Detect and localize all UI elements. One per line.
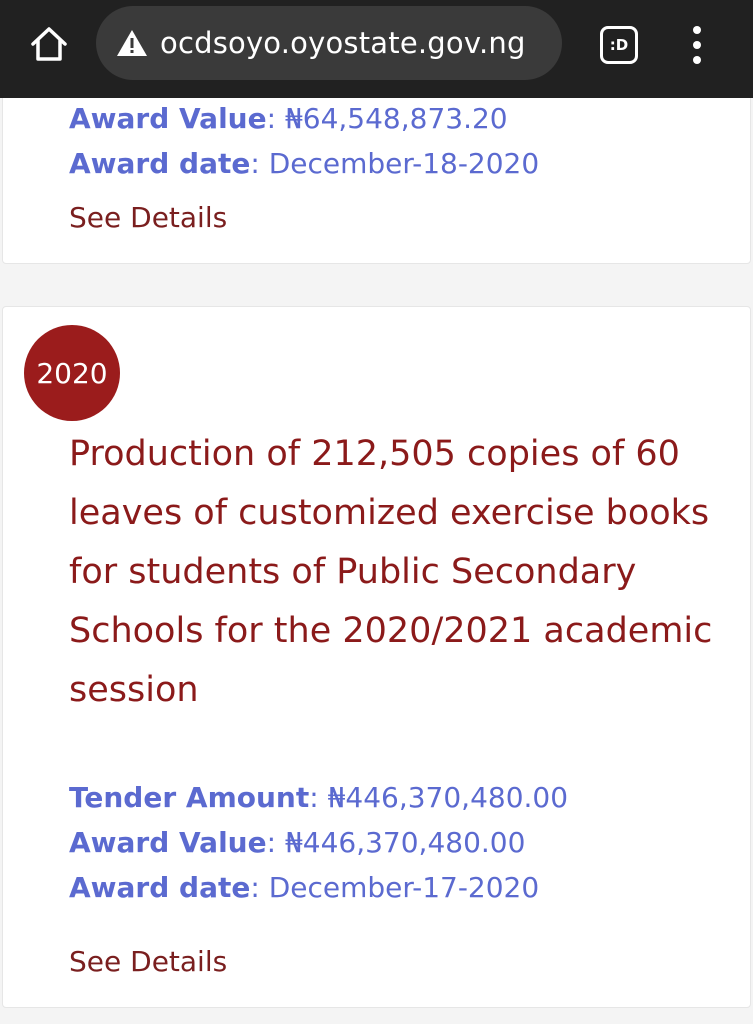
see-details-link[interactable]: See Details [69,945,228,978]
browser-toolbar [0,0,753,98]
award-value: ₦446,370,480.00 [284,826,526,859]
award-date-row: Award date: December-17-2020 [69,871,540,904]
award-date: December-17-2020 [268,871,540,904]
tab-count: :D [609,36,629,54]
year-badge: 2020 [24,325,120,421]
award-value-row: Award Value: ₦446,370,480.00 [69,826,526,859]
see-details-link[interactable]: See Details [69,201,228,234]
award-value-label: Award Value [69,102,267,135]
not-secure-warning-icon[interactable] [116,28,150,58]
tender-card [2,98,751,264]
address-bar[interactable] [96,6,562,80]
tender-title[interactable]: Production of 212,505 copies of 60 leaves of customized exercise books for students of Public Secondary Schools for the 2020/2021 academic session [69,434,713,710]
award-date-label: Award date [69,871,251,904]
home-icon [28,24,70,64]
page-content [0,98,753,1024]
tender-amount: ₦446,370,480.00 [327,781,569,814]
award-date-label: Award date [69,147,251,180]
tender-amount-label: Tender Amount [69,781,310,814]
url-text: ocdsoyo.oyostate.gov.ng [160,26,526,60]
award-date-row: Award date: December-18-2020 [69,147,540,180]
award-value-row: Award Value: ₦64,548,873.20 [69,102,508,135]
home-button[interactable] [24,22,74,66]
tender-card [2,306,751,1008]
tender-amount-row: Tender Amount: ₦446,370,480.00 [69,781,569,814]
more-options-icon[interactable] [682,24,712,66]
award-date: December-18-2020 [268,147,540,180]
tab-switcher-button[interactable] [600,26,638,64]
award-value: ₦64,548,873.20 [284,102,508,135]
award-value-label: Award Value [69,826,267,859]
